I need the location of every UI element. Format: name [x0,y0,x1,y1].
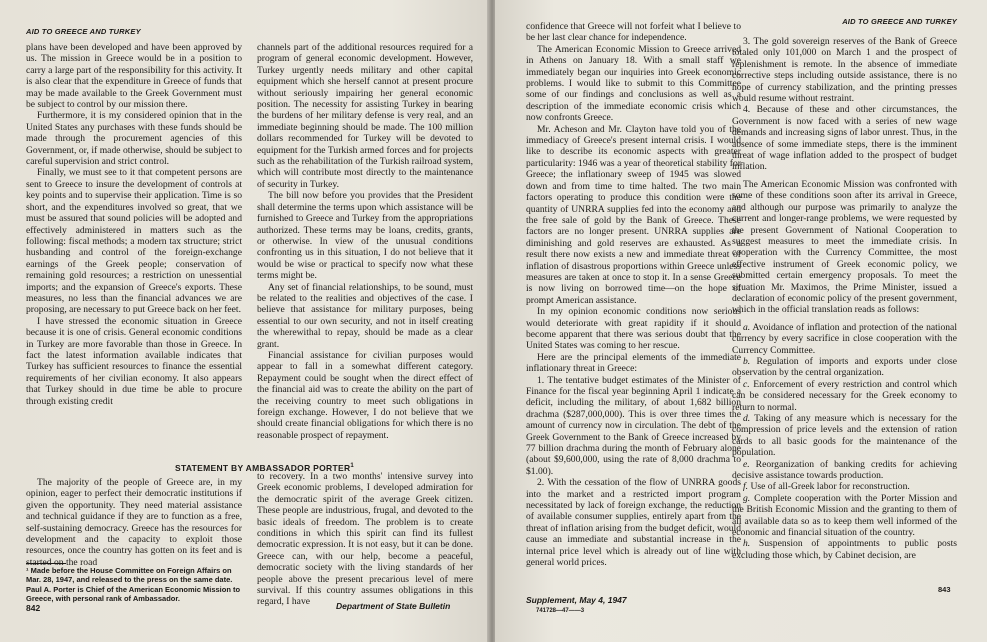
measure-item [732,493,957,539]
right-column-2 [732,36,957,586]
measure-letter: e. [743,458,750,470]
measure-letter: h. [743,538,751,550]
measure-item [732,322,957,356]
measure-text: Use of all-Greek labor for reconstruction. [750,481,910,493]
measure-text: Regulation of imports and exports under close observation by the central organization. [732,355,957,379]
page-number-left: 842 [26,603,41,613]
footnote-rule [26,563,66,564]
running-head-right: AID TO GREECE AND TURKEY [842,17,957,26]
measure-letter: f. [743,481,749,493]
measure-letter: b. [743,355,751,367]
print-code: 741728—47——3 [536,608,585,614]
paragraph: plans have been developed and have been approved by us. The mission in Greece would be in a position to carry a large part of the responsibility for this activity. It is also clear that the expenditure in Greece of funds that may be made available to the Greek Government must be subject to control by our mission there. [26,42,242,111]
paragraph: The American Economic Mission was confronted with some of these conditions soon after its arrival in Greece, and although our purpose was primarily to analyze the current and longer-range problems, we were requested by the present Government of National Cooperation to suggest measures to meet the immediate crisis. In cooperation with the Currency Committee, the most effective instrument of Greek economic policy, we submitted certain emergency proposals. To meet the situation Mr. Maximos, the Prime Minister, issued a declaration of economic policy of the present government, which in the official translation reads as follows: [732,178,957,316]
measure-item [732,379,957,413]
paragraph: 2. With the cessation of the flow of UNRRA goods into the market and a restricted import program necessitated by lack of foreign exchange, the reduction of available consumer supplies, entirely apart from the threat of inflation arising from the budget deficit, would cause an immediate and substantial increase in the internal price level which is already out of line with general world prices. [526,477,742,569]
publication-title: Department of State Bulletin [336,601,451,611]
measure-item [732,413,957,459]
paragraph: 1. The tentative budget estimates of the Minister of Finance for the fiscal year beginning April 1 indicate a deficit, including the military, of about 1,682 billion drachma ($287,000,000). This is over three times the amount of currency now in circulation. The debt of the Greek Government to the Bank of Greece increased by 77 billion drachma during the month of February alone (about $9,600,000, using the rate of 8,000 drachma to $1.00). [526,374,741,477]
paragraph: 4. Because of these and other circumstances, the Government is now faced with a series of new wage demands and increasing signs of labor unrest. Thus, in the absence of some immediate steps, there is the imminent threat of wage inflation added to the prospect of budget inflation. [732,104,957,173]
paragraph: confidence that Greece will not forfeit what I believe to be her last clear chance for independence. [526,21,741,44]
paragraph: to recovery. In a two months' intensive survey into Greek economic problems, I developed admiration for the democratic spirit of the average Greek citizen. These people are industrious, frugal, and devoted to the basic ideals of freedom. The problem is to create conditions in which this spirit can find its fullest democratic expression. It is not easy, but it can be done. Greece can, with our help, become a peaceful, democratic society with the living standards of her people above the present precarious level of mere survival. If this country assumes obligations in this regard, I have [257,471,473,608]
measure-letter: a. [743,321,751,333]
paragraph: Finally, we must see to it that competent persons are sent to Greece to insure the development of controls at key points and to supervise their application. Time is so short, and the expenditures involved so great, that we must be assured that sound policies will be adopted and effectively administered in matters such as the following: fiscal methods; a modern tax structure; strict husbanding and control of the foreign-exchange earnings of the Greek people; conservation of remaining gold resources; a restriction on unessential imports; and the expansion of Greece's exports. These measures, no less than the financial advances we are proposing, are necessary to put Greece back on her feet. [26,167,242,316]
paragraph: Here are the principal elements of the immediate inflationary threat in Greece: [526,351,741,375]
measure-text: Avoidance of inflation and protection of the national currency by every sacrifice in close cooperation with the Currency Committee. [732,321,957,356]
measure-item [732,538,957,561]
paragraph: Mr. Acheson and Mr. Clayton have told you of the immediacy of Greece's present internal crisis. I would like to describe its economic aspects with greater particularity: 1946 was a year of theoretical stability for Greece; the inflationary sweep of 1945 was slowed down and from time to time halted. The two main factors operating to produce this condition were the quantity of UNRRA supplies fed into the economy and the free sale of gold by the Bank of Greece. These factors are no longer present. UNRRA supplies are diminishing and gold reserves are exhausted. As a result there now exists a new and immediate threat of inflation of disastrous proportions within Greece unless measures are taken at once to stop it. In a sense Greece is now living on borrowed time—on the hope of prompt American assistance. [526,123,741,306]
running-head-left: AID TO GREECE AND TURKEY [26,27,141,36]
right-column-1 [526,21,741,591]
paragraph: 3. The gold sovereign reserves of the Bank of Greece totaled only 101,000 on March 1 and the prospect of replenishment is remote. In the absence of immediate corrective steps including outside assistance, there is no hope of currency stabilization, and the printing presses would resume without restraint. [732,36,957,105]
paragraph: Financial assistance for civilian purposes would appear to fall in a somewhat different category. Repayment could be sought when the direct effect of the financial aid was to create the ability on the part of the receiving country to meet such obligations in foreign exchange. However, I do not believe that we should create financial obligations for which there is no reasonable prospect of repayment. [257,349,473,441]
measure-letter: d. [743,413,751,424]
measure-letter: g. [743,492,751,504]
measure-text: Complete cooperation with the Porter Mission and the British Economic Mission and the granting to them of all available data so as to keep them well informed of the economic and financial situation of the country. [732,492,957,539]
footnote-mark: 1 [350,463,355,470]
paragraph: Furthermore, it is my considered opinion that in the United States any purchases with these funds should be made through the procurement agencies of this Government, or, if made otherwise, should be subject to careful supervision and strict control. [26,110,242,168]
paragraph: The American Economic Mission to Greece arrived in Athens on January 18. With a small staff we immediately began our inquiries into Greek economic problems. I would like to submit to this Committee some of our findings and conclusions as well as a description of the immediate economic crisis which now confronts Greece. [526,43,741,124]
left-page [0,0,489,642]
paragraph: The bill now before you provides that the President shall determine the terms upon which assistance will be furnished to Greece and Turkey from the appropriations authorized. These terms may be loans, credits, grants, or otherwise. In view of the unusual conditions confronting us in this situation, I do not believe that it would be wise or practical to specify now what these terms might be. [257,190,473,282]
paragraph: I have stressed the economic situation in Greece because it is one of crisis. General economic conditions in Turkey are more favorable than those in Greece. In fact the latest information available indicates that Turkey has sufficient resources to finance the essential requirements of her civilian economy. It also appears that Turkey should in due time be able to procure through existing credit [26,315,242,407]
measure-text: Enforcement of every restriction and control which can be considered necessary for the Greek economy to return to normal. [732,378,957,413]
measure-letter: c. [743,378,750,390]
measure-item [732,481,957,492]
statement-column-1 [26,477,242,568]
left-column-1 [26,42,242,452]
statement-heading-text: STATEMENT BY AMBASSADOR PORTER [175,463,351,473]
measure-text: Reorganization of banking credits for achieving decisive assistance towards production. [732,458,957,482]
statement-column-2 [257,471,473,611]
measure-text: Suspension of appointments to public posts excluding those which, by Cabinet decision, are [732,538,957,561]
paragraph: The majority of the people of Greece are, in my opinion, eager to perfect their democratic institutions if given the opportunity. They need material assistance and technical guidance if they are to function as a free, self-sustaining democracy. Greece has the resources for development and the capacity to exploit those resources, once the country has gotten on its feet and is started on the road [26,477,242,568]
measure-text: Taking of any measure which is necessary for the compression of price levels and the extension of ration cards to all basic goods for the maintenance of the population. [732,413,957,459]
paragraph: channels part of the additional resources required for a program of general economic development. However, Turkey urgently needs military and other capital equipment which she herself cannot at present procure without seriously impairing her general economic position. The necessity for assisting Turkey in bearing the burdens of her military defense is very real, and an immediate beginning should be made. The 100 million dollars recommended for Turkey will be devoted to equipment for the Turkish armed forces and for projects such as the rehabilitation of the Turkish railroad system, which will contribute most directly to the maintenance of security in Turkey. [257,42,473,190]
page-number-right: 843 [938,585,951,594]
measure-item [732,459,957,482]
footnote: ¹ Made before the House Committee on Foreign Affairs on Mar. 28, 1947, and released to the press on the same date. Paul A. Porter is Chief of the American Economic Mission to Greece, with personal rank of Ambassador. [26,566,241,604]
paragraph: Any set of financial relationships, to be sound, must be related to the realities and objectives of the case. I believe that assistance for military purposes, being essential to our own security, and not in itself creating the wherewithal to repay, should be made as a clear grant. [257,281,473,350]
paragraph: In my opinion economic conditions now serious would deteriorate with great rapidity if it should become apparent that there was serious doubt that the United States was coming to her rescue. [526,306,741,352]
supplement-date: Supplement, May 4, 1947 [526,595,627,605]
left-column-2 [257,42,473,452]
measure-item [732,356,957,379]
